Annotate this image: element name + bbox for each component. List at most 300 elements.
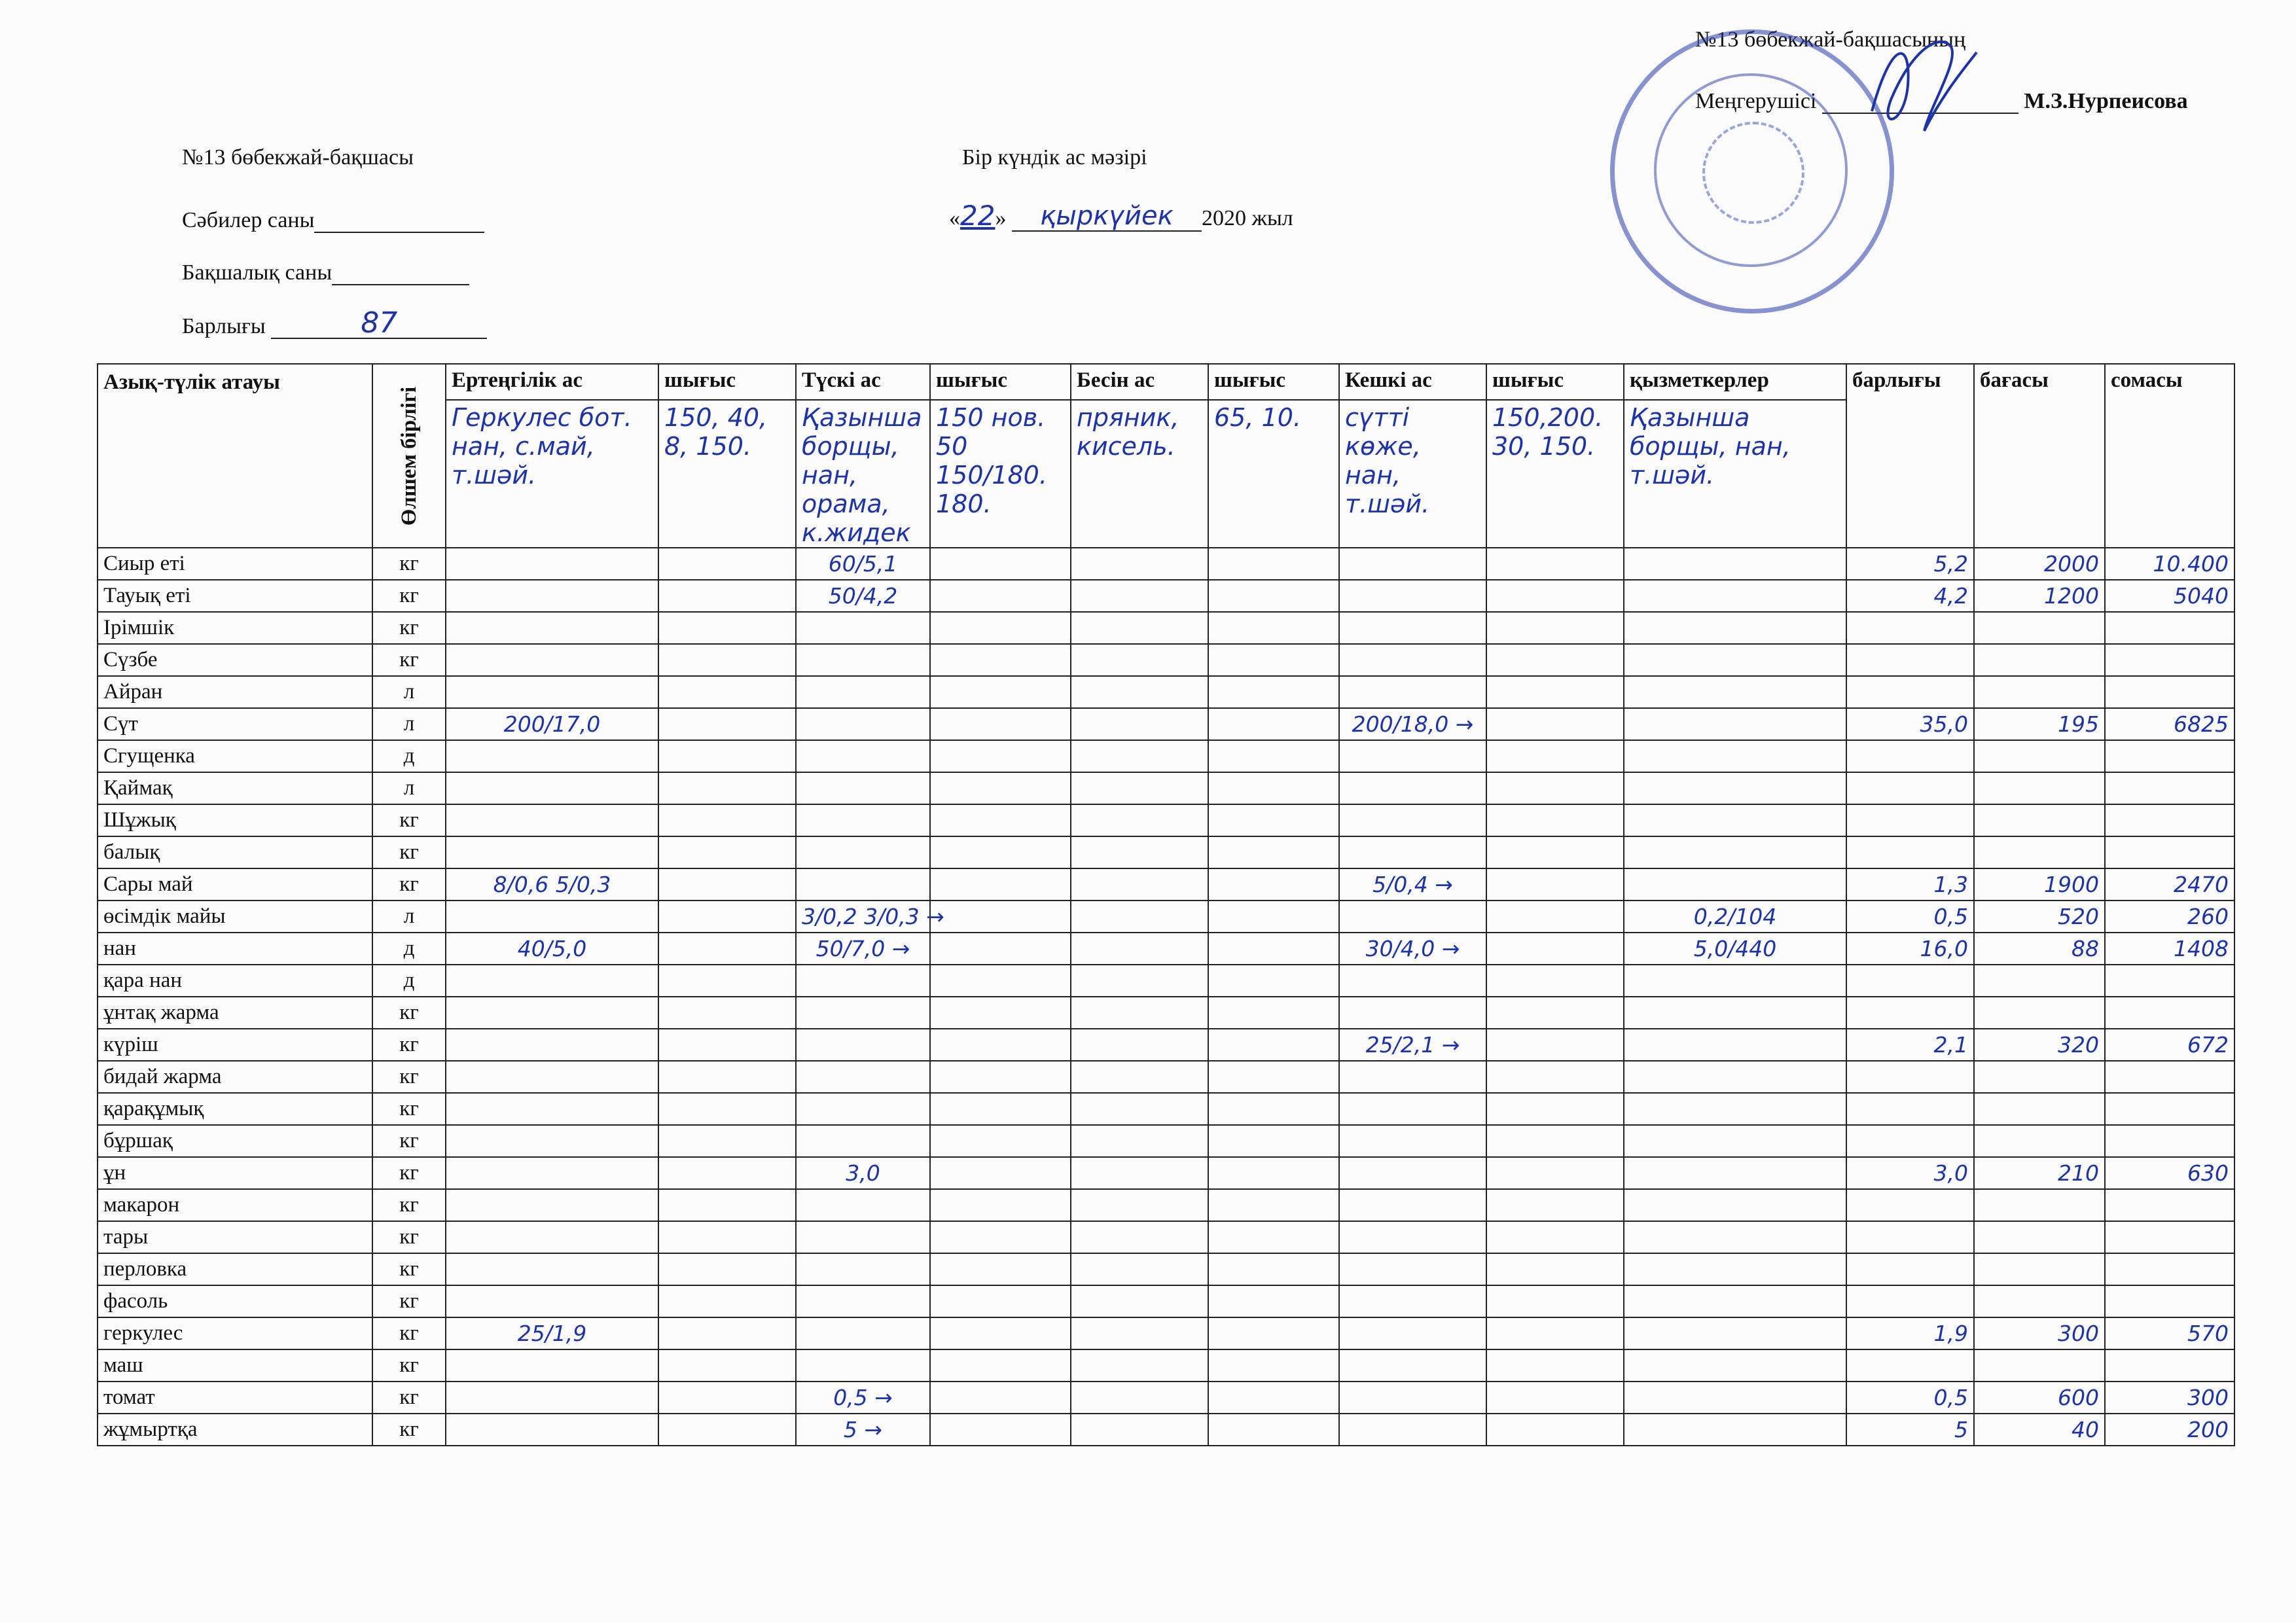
approval-line1: №13 бөбекжай-бақшасының (1695, 27, 1966, 52)
cell-empty (1486, 1382, 1624, 1414)
cell-dinner (1339, 1253, 1486, 1285)
col-name-header: Азық-түлік атауы (98, 364, 372, 548)
cell-price: 40 (1974, 1414, 2105, 1446)
cell-dinner (1339, 1317, 1486, 1349)
cell-empty (658, 612, 796, 644)
cell-price (1974, 1189, 2105, 1221)
table-row (98, 740, 2234, 772)
cell-dinner: 200/18,0 → (1339, 708, 1486, 740)
kinder-label: Бақшалық саны (182, 260, 332, 285)
cell-empty (658, 580, 796, 612)
cell-staff: 0,2/104 (1624, 901, 1846, 933)
cell-breakfast (446, 548, 658, 580)
dish-dinner: сүтті көже, нан, т.шәй. (1339, 400, 1486, 548)
cell-staff (1624, 1221, 1846, 1253)
cell-empty (658, 1317, 796, 1349)
cell-lunch (796, 836, 930, 868)
cell-name: балық (98, 836, 372, 868)
cell-unit: кг (372, 548, 446, 580)
cell-staff (1624, 1061, 1846, 1093)
cell-empty (930, 580, 1071, 612)
cell-empty (658, 1285, 796, 1317)
cell-lunch: 5 → (796, 1414, 930, 1446)
cell-lunch (796, 1253, 930, 1285)
cell-dinner (1339, 548, 1486, 580)
cell-staff (1624, 772, 1846, 804)
cell-total (1846, 772, 1974, 804)
cell-staff (1624, 1029, 1846, 1061)
cell-name: Сары май (98, 868, 372, 901)
cell-empty (658, 1061, 796, 1093)
table-row (98, 1317, 2234, 1349)
cell-empty (930, 612, 1071, 644)
cell-empty (1486, 708, 1624, 740)
cell-empty (1208, 965, 1339, 997)
cell-empty (1208, 1125, 1339, 1157)
cell-empty (930, 804, 1071, 836)
cell-sum (2105, 644, 2234, 676)
cell-name: бұршақ (98, 1125, 372, 1157)
cell-breakfast (446, 1285, 658, 1317)
cell-unit: кг (372, 1382, 446, 1414)
cell-empty (930, 868, 1071, 901)
col-total-header: барлығы (1846, 364, 1974, 548)
cell-breakfast (446, 1093, 658, 1125)
cell-empty (1486, 868, 1624, 901)
col-out4-header: шығыс (1486, 364, 1624, 400)
menu-table (97, 363, 2235, 1446)
cell-empty (1208, 580, 1339, 612)
cell-lunch: 0,5 → (796, 1382, 930, 1414)
cell-price: 300 (1974, 1317, 2105, 1349)
cell-name: тары (98, 1221, 372, 1253)
cell-empty (1071, 580, 1208, 612)
cell-breakfast (446, 965, 658, 997)
cell-lunch: 50/7,0 → (796, 933, 930, 965)
cell-staff (1624, 1285, 1846, 1317)
cell-breakfast (446, 1349, 658, 1382)
cell-staff (1624, 965, 1846, 997)
cell-breakfast (446, 772, 658, 804)
cell-unit: кг (372, 1061, 446, 1093)
cell-empty (658, 933, 796, 965)
cell-empty (1071, 1189, 1208, 1221)
cell-staff (1624, 1253, 1846, 1285)
cell-sum (2105, 1253, 2234, 1285)
cell-staff (1624, 1189, 1846, 1221)
cell-name: бидай жарма (98, 1061, 372, 1093)
cell-empty (1071, 836, 1208, 868)
cell-dinner: 30/4,0 → (1339, 933, 1486, 965)
cell-empty (930, 772, 1071, 804)
col-price-header: бағасы (1974, 364, 2105, 548)
cell-empty (1208, 612, 1339, 644)
cell-dinner (1339, 836, 1486, 868)
cell-sum: 2470 (2105, 868, 2234, 901)
cell-total (1846, 612, 1974, 644)
cell-total (1846, 1285, 1974, 1317)
cell-empty (1071, 933, 1208, 965)
cell-staff (1624, 836, 1846, 868)
cell-lunch (796, 868, 930, 901)
cell-empty (1071, 1093, 1208, 1125)
cell-name: фасоль (98, 1285, 372, 1317)
cell-dinner (1339, 676, 1486, 708)
cell-empty (1071, 676, 1208, 708)
col-sum-header: сомасы (2105, 364, 2234, 548)
col-snack-header: Бесін ас (1071, 364, 1208, 400)
cell-empty (930, 1221, 1071, 1253)
cell-dinner (1339, 580, 1486, 612)
cell-empty (1486, 676, 1624, 708)
cell-price (1974, 612, 2105, 644)
dish-out1: 150, 40, 8, 150. (658, 400, 796, 548)
cell-dinner: 5/0,4 → (1339, 868, 1486, 901)
cell-lunch (796, 997, 930, 1029)
cell-breakfast (446, 1125, 658, 1157)
cell-name: перловка (98, 1253, 372, 1285)
cell-staff (1624, 1349, 1846, 1382)
menu-year: 2020 жыл (1201, 206, 1293, 230)
cell-empty (1208, 1382, 1339, 1414)
cell-sum: 6825 (2105, 708, 2234, 740)
cell-empty (658, 1125, 796, 1157)
table-row (98, 612, 2234, 644)
cell-empty (1486, 1285, 1624, 1317)
cell-total (1846, 836, 1974, 868)
cell-name: Шұжық (98, 804, 372, 836)
cell-price: 210 (1974, 1157, 2105, 1189)
cell-staff (1624, 548, 1846, 580)
cell-breakfast (446, 1414, 658, 1446)
cell-lunch (796, 1189, 930, 1221)
cell-empty (1486, 1093, 1624, 1125)
cell-unit: д (372, 933, 446, 965)
table-row (98, 1253, 2234, 1285)
cell-name: томат (98, 1382, 372, 1414)
cell-empty (1071, 1414, 1208, 1446)
cell-empty (1071, 1221, 1208, 1253)
table-row (98, 1349, 2234, 1382)
cell-sum (2105, 1189, 2234, 1221)
cell-sum (2105, 1285, 2234, 1317)
cell-empty (1208, 676, 1339, 708)
table-row (98, 1029, 2234, 1061)
cell-empty (1208, 1414, 1339, 1446)
cell-empty (658, 644, 796, 676)
cell-lunch (796, 708, 930, 740)
total-count (182, 306, 487, 340)
cell-unit: кг (372, 1317, 446, 1349)
cell-name: Тауық еті (98, 580, 372, 612)
cell-unit: кг (372, 804, 446, 836)
cell-empty (1486, 965, 1624, 997)
cell-empty (1071, 612, 1208, 644)
cell-empty (658, 1189, 796, 1221)
cell-empty (658, 1349, 796, 1382)
total-label: Барлығы (182, 314, 266, 338)
cell-staff (1624, 644, 1846, 676)
cell-staff (1624, 612, 1846, 644)
cell-total: 3,0 (1846, 1157, 1974, 1189)
cell-total (1846, 1221, 1974, 1253)
cell-total (1846, 1093, 1974, 1125)
cell-dinner (1339, 644, 1486, 676)
cell-sum (2105, 1349, 2234, 1382)
cell-price (1974, 1253, 2105, 1285)
cell-empty (1071, 644, 1208, 676)
cell-name: геркулес (98, 1317, 372, 1349)
cell-name: ұн (98, 1157, 372, 1189)
cell-name: маш (98, 1349, 372, 1382)
cell-breakfast: 40/5,0 (446, 933, 658, 965)
cell-lunch: 60/5,1 (796, 548, 930, 580)
cell-empty (930, 1029, 1071, 1061)
cell-empty (658, 1414, 796, 1446)
cell-empty (1486, 901, 1624, 933)
cell-empty (1208, 644, 1339, 676)
cell-total: 16,0 (1846, 933, 1974, 965)
cell-empty (1486, 1061, 1624, 1093)
cell-name: Қаймақ (98, 772, 372, 804)
cell-empty (930, 1253, 1071, 1285)
cell-price (1974, 644, 2105, 676)
cell-empty (1071, 1125, 1208, 1157)
cell-unit: л (372, 901, 446, 933)
col-dinner-header: Кешкі ас (1339, 364, 1486, 400)
cell-total (1846, 804, 1974, 836)
cell-price: 1200 (1974, 580, 2105, 612)
table-row (98, 1157, 2234, 1189)
cell-empty (930, 676, 1071, 708)
cell-staff (1624, 804, 1846, 836)
cell-empty (1486, 1157, 1624, 1189)
cell-empty (658, 708, 796, 740)
cell-empty (930, 708, 1071, 740)
cell-dinner (1339, 1285, 1486, 1317)
cell-lunch (796, 1061, 930, 1093)
cell-unit: д (372, 965, 446, 997)
cell-lunch (796, 1285, 930, 1317)
cell-name: жұмыртқа (98, 1414, 372, 1446)
cell-empty (1208, 1317, 1339, 1349)
cell-name: Ірімшік (98, 612, 372, 644)
table-row (98, 676, 2234, 708)
cell-empty (1208, 933, 1339, 965)
cell-empty (930, 1157, 1071, 1189)
cell-breakfast (446, 1221, 658, 1253)
cell-staff (1624, 1382, 1846, 1414)
cell-staff (1624, 1157, 1846, 1189)
cell-name: Сүзбе (98, 644, 372, 676)
cell-empty (1208, 868, 1339, 901)
col-breakfast-header: Ертеңгілік ас (446, 364, 658, 400)
cell-unit: кг (372, 644, 446, 676)
school-name: №13 бөбекжай-бақшасы (182, 145, 414, 169)
cell-unit: кг (372, 1125, 446, 1157)
cell-total (1846, 1125, 1974, 1157)
cell-empty (1208, 708, 1339, 740)
product-rows (98, 548, 2234, 1446)
cell-empty (1208, 1093, 1339, 1125)
cell-empty (1071, 772, 1208, 804)
table-row (98, 1061, 2234, 1093)
cell-total (1846, 1349, 1974, 1382)
dish-staff: Қазынша борщы, нан, т.шәй. (1624, 400, 1846, 548)
cell-sum: 672 (2105, 1029, 2234, 1061)
cell-empty (1486, 933, 1624, 965)
cell-staff (1624, 997, 1846, 1029)
cell-sum: 300 (2105, 1382, 2234, 1414)
cell-breakfast (446, 740, 658, 772)
cell-empty (1208, 1157, 1339, 1189)
cell-empty (1071, 997, 1208, 1029)
cell-breakfast (446, 804, 658, 836)
cell-price (1974, 1125, 2105, 1157)
dish-out3: 65, 10. (1208, 400, 1339, 548)
col-unit-header: Өлшем бірлігі (372, 364, 446, 548)
table-row (98, 772, 2234, 804)
dish-snack: пряник, кисель. (1071, 400, 1208, 548)
kinder-count (182, 255, 469, 285)
cell-total: 2,1 (1846, 1029, 1974, 1061)
cell-empty (1486, 612, 1624, 644)
cell-unit: л (372, 708, 446, 740)
cell-breakfast (446, 612, 658, 644)
cell-lunch: 50/4,2 (796, 580, 930, 612)
menu-date: «22» қыркүйек 2020 жыл (949, 200, 1293, 232)
cell-lunch (796, 965, 930, 997)
cell-empty (1486, 997, 1624, 1029)
cell-sum: 5040 (2105, 580, 2234, 612)
cell-empty (1071, 1317, 1208, 1349)
cell-unit: кг (372, 1349, 446, 1382)
cell-staff (1624, 740, 1846, 772)
cell-empty (930, 836, 1071, 868)
cell-sum (2105, 1125, 2234, 1157)
cell-unit: кг (372, 580, 446, 612)
cell-dinner (1339, 965, 1486, 997)
cell-unit: кг (372, 1157, 446, 1189)
cell-unit: л (372, 676, 446, 708)
cell-empty (1486, 580, 1624, 612)
cell-empty (658, 1382, 796, 1414)
cell-dinner (1339, 772, 1486, 804)
cell-empty (1071, 868, 1208, 901)
cell-price: 88 (1974, 933, 2105, 965)
col-out1-header: шығыс (658, 364, 796, 400)
dish-out2: 150 нов. 50 150/180. 180. (930, 400, 1071, 548)
approval-role: Меңгерушісі (1695, 89, 1817, 113)
cell-unit: л (372, 772, 446, 804)
cell-dinner: 25/2,1 → (1339, 1029, 1486, 1061)
cell-empty (1071, 1157, 1208, 1189)
cell-empty (658, 1093, 796, 1125)
cell-sum (2105, 1061, 2234, 1093)
cell-empty (1208, 1221, 1339, 1253)
table-row (98, 548, 2234, 580)
cell-dinner (1339, 1189, 1486, 1221)
table-row (98, 1414, 2234, 1446)
table-row (98, 1221, 2234, 1253)
cell-lunch (796, 740, 930, 772)
table-row (98, 708, 2234, 740)
table-row (98, 804, 2234, 836)
cell-dinner (1339, 740, 1486, 772)
cell-empty (1486, 548, 1624, 580)
cell-empty (658, 901, 796, 933)
cell-empty (1071, 804, 1208, 836)
cell-sum (2105, 772, 2234, 804)
cell-sum: 570 (2105, 1317, 2234, 1349)
cell-empty (1208, 1349, 1339, 1382)
cell-staff (1624, 708, 1846, 740)
cell-name: нан (98, 933, 372, 965)
cell-price: 1900 (1974, 868, 2105, 901)
table-row (98, 1093, 2234, 1125)
cell-price (1974, 965, 2105, 997)
table-row (98, 901, 2234, 933)
menu-title: Бір күндік ас мәзірі (962, 145, 1147, 169)
table-row (98, 933, 2234, 965)
official-stamp-icon (1610, 29, 1894, 313)
cell-staff (1624, 580, 1846, 612)
cell-unit: кг (372, 1093, 446, 1125)
cell-lunch: 3,0 (796, 1157, 930, 1189)
cell-empty (1208, 1029, 1339, 1061)
cell-unit: д (372, 740, 446, 772)
cell-price: 2000 (1974, 548, 2105, 580)
cell-lunch (796, 772, 930, 804)
cell-dinner (1339, 1125, 1486, 1157)
cell-empty (1071, 1285, 1208, 1317)
cell-dinner (1339, 997, 1486, 1029)
cell-total (1846, 644, 1974, 676)
cell-price (1974, 836, 2105, 868)
cell-empty (930, 1382, 1071, 1414)
cell-breakfast (446, 1061, 658, 1093)
cell-empty (1208, 772, 1339, 804)
cell-price (1974, 1093, 2105, 1125)
cell-total (1846, 997, 1974, 1029)
cell-lunch: 3/0,2 3/0,3 → (796, 901, 930, 933)
cell-empty (658, 836, 796, 868)
cell-empty (930, 1349, 1071, 1382)
cell-price (1974, 1349, 2105, 1382)
cell-name: Сүт (98, 708, 372, 740)
cell-empty (658, 868, 796, 901)
signature-icon (1852, 26, 1983, 151)
cell-sum (2105, 836, 2234, 868)
cell-price (1974, 997, 2105, 1029)
cell-empty (658, 772, 796, 804)
table-row (98, 1382, 2234, 1414)
cell-empty (1486, 1414, 1624, 1446)
cell-staff (1624, 1414, 1846, 1446)
cell-unit: кг (372, 1285, 446, 1317)
cell-sum (2105, 1093, 2234, 1125)
col-staff-header: қызметкерлер (1624, 364, 1846, 400)
cell-sum (2105, 965, 2234, 997)
cell-empty (1071, 548, 1208, 580)
cell-breakfast: 25/1,9 (446, 1317, 658, 1349)
cell-sum: 260 (2105, 901, 2234, 933)
cell-empty (930, 997, 1071, 1029)
cell-name: өсімдік майы (98, 901, 372, 933)
col-out2-header: шығыс (930, 364, 1071, 400)
cell-empty (1486, 1253, 1624, 1285)
cell-empty (1071, 965, 1208, 997)
